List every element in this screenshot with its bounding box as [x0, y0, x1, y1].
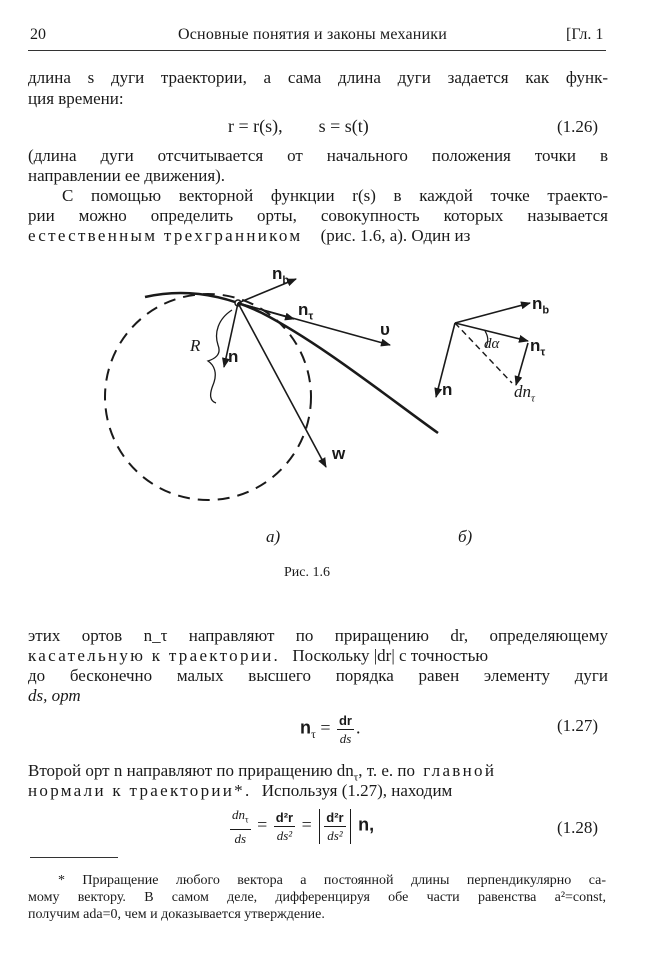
header-rule [28, 50, 606, 51]
para1-line2: ция времени: [28, 89, 124, 108]
vector-v [238, 303, 390, 345]
para4-line4: ds, орт [28, 686, 81, 705]
equation-number-1-27: (1.27) [557, 716, 599, 735]
panel-label-a: а) [266, 527, 281, 546]
label-n-a: n [228, 347, 239, 366]
para2-line1: (длина дуги отсчитывается от начального положения точки в [28, 146, 608, 165]
label-n-tau-a: $n_\tau$ [298, 300, 314, 323]
para5-line2: нормали к траектории*. Используя (1.27), находим [28, 781, 453, 800]
label-n-b: n [442, 380, 453, 399]
term-natural-trihedral: естественным трехгранником [28, 226, 303, 245]
term-normal: нормали к траектории*. [28, 781, 252, 800]
para3-line1: С помощью векторной функции r(s) в каждой точке траекто- [62, 186, 608, 205]
osculating-circle [105, 294, 314, 500]
label-v: υ [380, 320, 390, 339]
equation-1-26: r = r(s), s = s(t) [228, 116, 369, 136]
equation-number-1-26: (1.26) [557, 117, 599, 136]
panel-label-b: б) [458, 527, 473, 546]
label-w: w [332, 444, 346, 463]
label-dalpha: dα [484, 336, 500, 352]
para3-line3: естественным трехгранником (рис. 1.6, a). Один из [28, 226, 471, 245]
label-n-b-a: $n_b$ [272, 264, 290, 287]
para2-line2: направлении ее движения). [28, 166, 226, 185]
equation-1-28: $\frac{dn_\tau}{ds}$ = $\frac{\text{d²r}}{\text{ds²}}$ = $\frac{\text{d²r}}{\text{ds²}}$ n, [232, 807, 375, 846]
para4-line3: до бесконечно малых высшего порядка равен элементу дуги [28, 666, 608, 685]
label-dn-tau: $dn_\tau$ [514, 382, 535, 405]
footnote-line2: мому вектору. В самом деле, дифференцируя обе части равенства a²=const, [28, 890, 606, 905]
chapter-marker: [Гл. 1 [566, 26, 604, 43]
vector-n-b-b [455, 303, 530, 323]
label-n-tau-b: $n_\tau$ [530, 336, 546, 359]
footnote-line3: получим ada=0, чем и доказывается утверждение. [28, 907, 325, 922]
figure-caption: Рис. 1.6 [284, 565, 330, 580]
footnote-rule [30, 857, 118, 858]
footnote-line1: * Приращение любого вектора a постоянной длины перпендикулярно са- [58, 873, 606, 888]
label-R: R [190, 336, 201, 355]
term-principal: главной [423, 761, 497, 780]
running-title: Основные понятия и законы механики [178, 26, 448, 43]
page-number: 20 [30, 26, 46, 43]
dashed-resultant [455, 323, 512, 383]
vector-w [238, 303, 326, 467]
term-tangent: касательную к траектории. [28, 646, 281, 665]
para4-line1: этих ортов n_τ направляют по приращению dr, определяющему [28, 626, 608, 645]
vector-dn-tau [516, 343, 528, 385]
equation-1-27: $n_\tau$ = $\frac{dr}{ds}$ . [300, 713, 361, 746]
para5-line1: Второй орт n направляют по приращению $dn_\tau$, т. е. по главной [28, 761, 497, 784]
label-n-b-b: $n_b$ [532, 294, 550, 317]
figure-1-6 [0, 255, 650, 555]
equation-number-1-28: (1.28) [557, 818, 599, 837]
para1-line1: длина s дуги траектории, а сама длина дуги задается как функ- [28, 68, 608, 87]
trajectory-curve [145, 293, 438, 433]
para4-line2: касательную к траектории. Поскольку |dr| с точностью [28, 646, 489, 665]
para3-line2: рии можно определить орты, совокупность которых называется [28, 206, 608, 225]
